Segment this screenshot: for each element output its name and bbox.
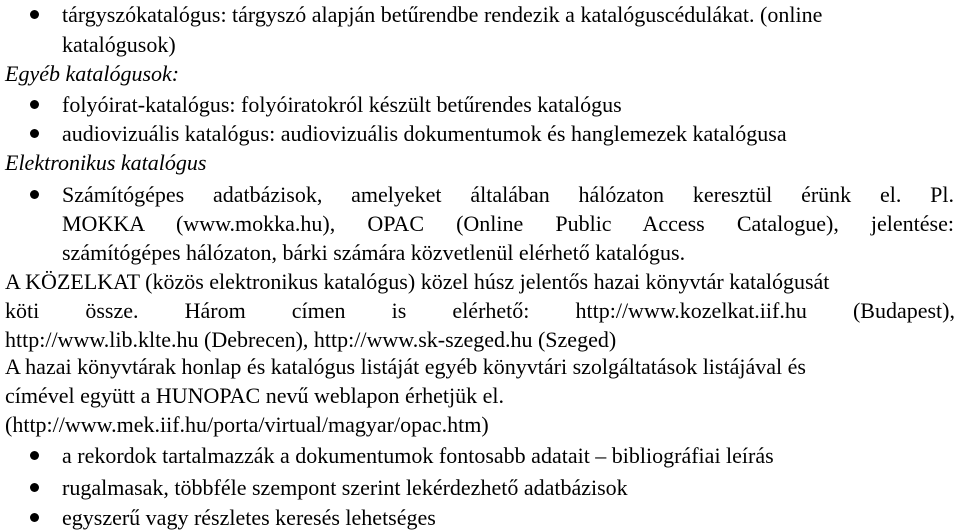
text-line-16: a rekordok tartalmazzák a dokumentumok fontosabb adatait – bibliográfiai leírás — [62, 443, 774, 468]
section-heading-electronic-catalog: Elektronikus katalógus — [5, 150, 207, 175]
text-line-15: (http://www.mek.iif.hu/porta/virtual/magyar/opac.htm) — [5, 412, 489, 437]
text-line-4: folyóirat-katalógus: folyóiratokról készült betűrendes katalógus — [62, 92, 622, 117]
bullet-4 — [30, 190, 39, 199]
text-line-8: MOKKA (www.mokka.hu), OPAC (Online Public Access Catalogue), jelentése: — [62, 211, 954, 236]
text-line-12: http://www.lib.klte.hu (Debrecen), http://www.sk-szeged.hu (Szeged) — [5, 327, 617, 352]
section-heading-other-catalogs: Egyéb katalógusok: — [5, 61, 180, 86]
bullet-1 — [30, 10, 39, 19]
text-line-7: Számítógépes adatbázisok, amelyeket általában hálózaton keresztül érünk el. Pl. — [62, 182, 954, 207]
text-line-17: rugalmasak, többféle szempont szerint lekérdezhető adatbázisok — [62, 475, 628, 500]
text-line-5: audiovizuális katalógus: audiovizuális dokumentumok és hanglemezek katalógusa — [62, 121, 787, 146]
bullet-5 — [30, 451, 39, 460]
text-line-10: A KÖZELKAT (közös elektronikus katalógus) közel húsz jelentős hazai könyvtár katalógusát — [5, 269, 830, 294]
text-line-2: katalógusok) — [62, 32, 176, 57]
text-line-14: címével együtt a HUNOPAC nevű weblapon érhetjük el. — [5, 383, 504, 408]
text-line-9: számítógépes hálózaton, bárki számára közvetlenül elérhető katalógus. — [62, 240, 686, 265]
bullet-3 — [30, 129, 39, 138]
text-line-18: egyszerű vagy részletes keresés lehetséges — [62, 505, 436, 530]
bullet-6 — [30, 483, 39, 492]
text-line-11: köti össze. Három címen is elérhető: http://www.kozelkat.iif.hu (Budapest), — [5, 298, 955, 323]
text-line-13: A hazai könyvtárak honlap és katalógus listáját egyéb könyvtári szolgáltatások listájával és — [5, 354, 806, 379]
bullet-7 — [30, 513, 39, 522]
text-line-1: tárgyszókatalógus: tárgyszó alapján betűrendbe rendezik a katalóguscédulákat. (online — [62, 2, 823, 27]
bullet-2 — [30, 100, 39, 109]
